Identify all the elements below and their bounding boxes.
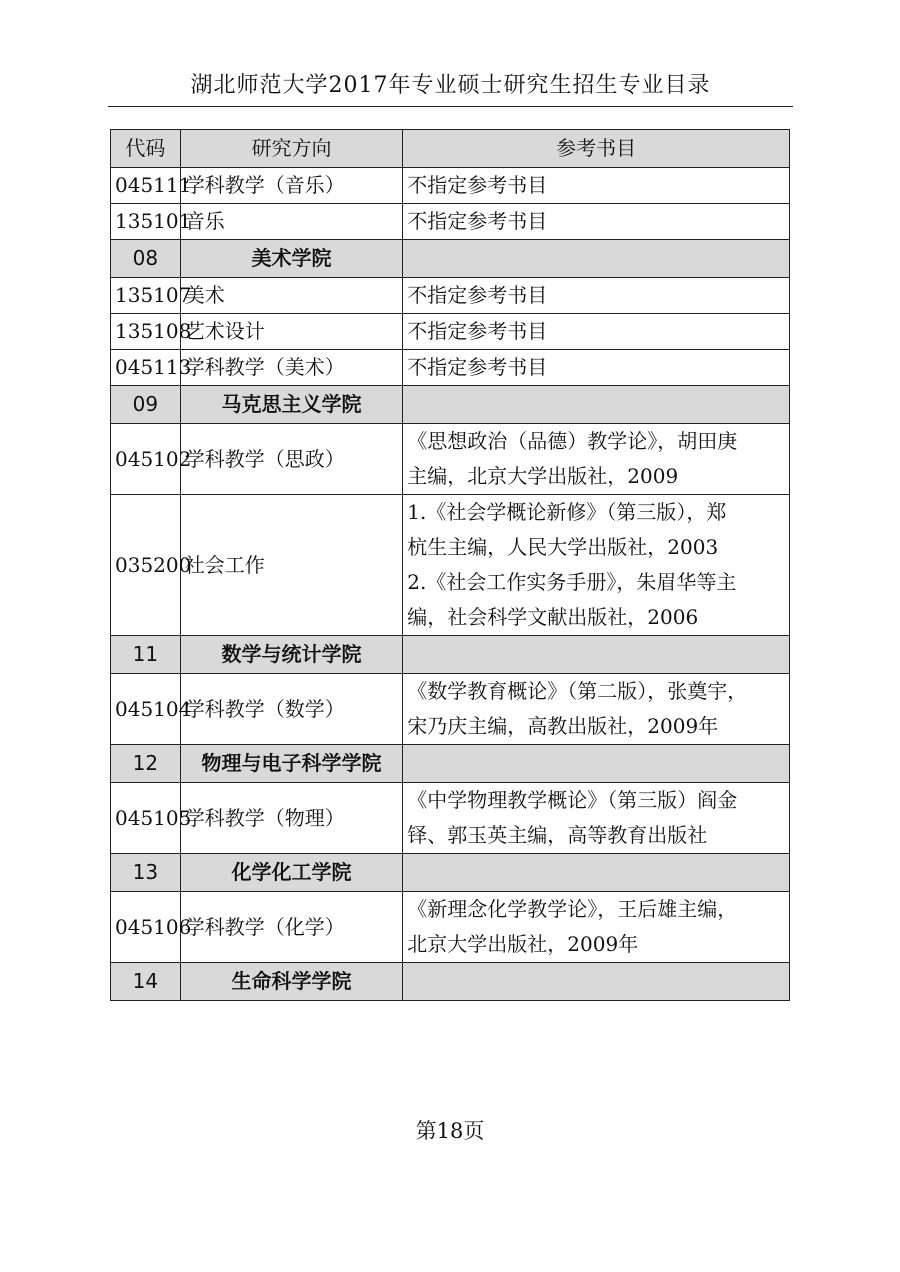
table-body [111, 168, 790, 1001]
college-ref-empty [403, 963, 790, 1001]
reference-books [403, 674, 790, 745]
college-code: 11 [111, 636, 181, 674]
program-code: 135101 [111, 204, 181, 240]
reference-line: 《思想政治（品德）教学论》，胡田庚 [407, 429, 738, 453]
reference-line: 不指定参考书目 [407, 283, 548, 307]
column-header-references: 参考书目 [403, 130, 790, 168]
college-row [111, 745, 790, 783]
catalog-table [110, 129, 790, 1001]
research-direction: 学科教学（思政） [180, 424, 403, 495]
college-name: 美术学院 [180, 240, 403, 278]
table-header-row [111, 130, 790, 168]
program-code: 045102 [111, 424, 181, 495]
page-title: 湖北师范大学2017年专业硕士研究生招生专业目录 [190, 73, 711, 98]
reference-line: 《数学教育概论》（第二版），张奠宇， [407, 679, 748, 703]
reference-line: 《新理念化学教学论》，王后雄主编， [407, 897, 738, 921]
college-code: 14 [111, 963, 181, 1001]
column-header-direction: 研究方向 [180, 130, 403, 168]
table-row [111, 495, 790, 636]
reference-books [403, 314, 790, 350]
college-name: 化学化工学院 [180, 854, 403, 892]
reference-line: 北京大学出版社，2009年 [407, 932, 639, 956]
table-row [111, 674, 790, 745]
research-direction: 社会工作 [180, 495, 403, 636]
college-name: 马克思主义学院 [180, 386, 403, 424]
reference-books [403, 278, 790, 314]
page-number: 第18页 [415, 1119, 485, 1143]
research-direction: 音乐 [180, 204, 403, 240]
college-row [111, 854, 790, 892]
reference-line: 不指定参考书目 [407, 319, 548, 343]
program-code: 035200 [111, 495, 181, 636]
program-code: 135108 [111, 314, 181, 350]
college-code: 09 [111, 386, 181, 424]
research-direction: 学科教学（美术） [180, 350, 403, 386]
table-row [111, 168, 790, 204]
college-row [111, 636, 790, 674]
table-row [111, 278, 790, 314]
reference-line: 铎、郭玉英主编，高等教育出版社 [407, 823, 708, 847]
table-row [111, 350, 790, 386]
reference-books [403, 892, 790, 963]
college-ref-empty [403, 386, 790, 424]
reference-books [403, 424, 790, 495]
reference-line: 宋乃庆主编，高教出版社，2009年 [407, 714, 719, 738]
table-row [111, 892, 790, 963]
program-code: 045111 [111, 168, 181, 204]
research-direction: 学科教学（物理） [180, 783, 403, 854]
reference-line: 不指定参考书目 [407, 355, 548, 379]
reference-line: 1.《社会学概论新修》（第三版），郑 [407, 500, 727, 524]
college-row [111, 240, 790, 278]
college-code: 13 [111, 854, 181, 892]
reference-books [403, 350, 790, 386]
research-direction: 学科教学（化学） [180, 892, 403, 963]
reference-line: 2.《社会工作实务手册》，朱眉华等主 [407, 570, 737, 594]
college-ref-empty [403, 745, 790, 783]
college-name: 物理与电子科学学院 [180, 745, 403, 783]
program-code: 045105 [111, 783, 181, 854]
college-code: 08 [111, 240, 181, 278]
reference-line: 杭生主编，人民大学出版社，2003 [407, 535, 719, 559]
research-direction: 学科教学（音乐） [180, 168, 403, 204]
college-ref-empty [403, 240, 790, 278]
reference-line: 编，社会科学文献出版社，2006 [407, 605, 699, 629]
reference-line: 不指定参考书目 [407, 173, 548, 197]
college-name: 生命科学学院 [180, 963, 403, 1001]
college-code: 12 [111, 745, 181, 783]
reference-books [403, 783, 790, 854]
research-direction: 学科教学（数学） [180, 674, 403, 745]
table-row [111, 204, 790, 240]
header-rule [108, 106, 793, 107]
program-code: 045113 [111, 350, 181, 386]
program-code: 045104 [111, 674, 181, 745]
table-row [111, 314, 790, 350]
reference-line: 主编，北京大学出版社，2009 [407, 464, 679, 488]
college-ref-empty [403, 854, 790, 892]
program-code: 045106 [111, 892, 181, 963]
reference-books [403, 495, 790, 636]
table-row [111, 424, 790, 495]
college-ref-empty [403, 636, 790, 674]
reference-books [403, 204, 790, 240]
college-row [111, 386, 790, 424]
reference-line: 《中学物理教学概论》（第三版）阎金 [407, 788, 738, 812]
reference-line: 不指定参考书目 [407, 209, 548, 233]
research-direction: 美术 [180, 278, 403, 314]
research-direction: 艺术设计 [180, 314, 403, 350]
table-row [111, 783, 790, 854]
reference-books [403, 168, 790, 204]
program-code: 135107 [111, 278, 181, 314]
column-header-code: 代码 [111, 130, 181, 168]
college-name: 数学与统计学院 [180, 636, 403, 674]
college-row [111, 963, 790, 1001]
